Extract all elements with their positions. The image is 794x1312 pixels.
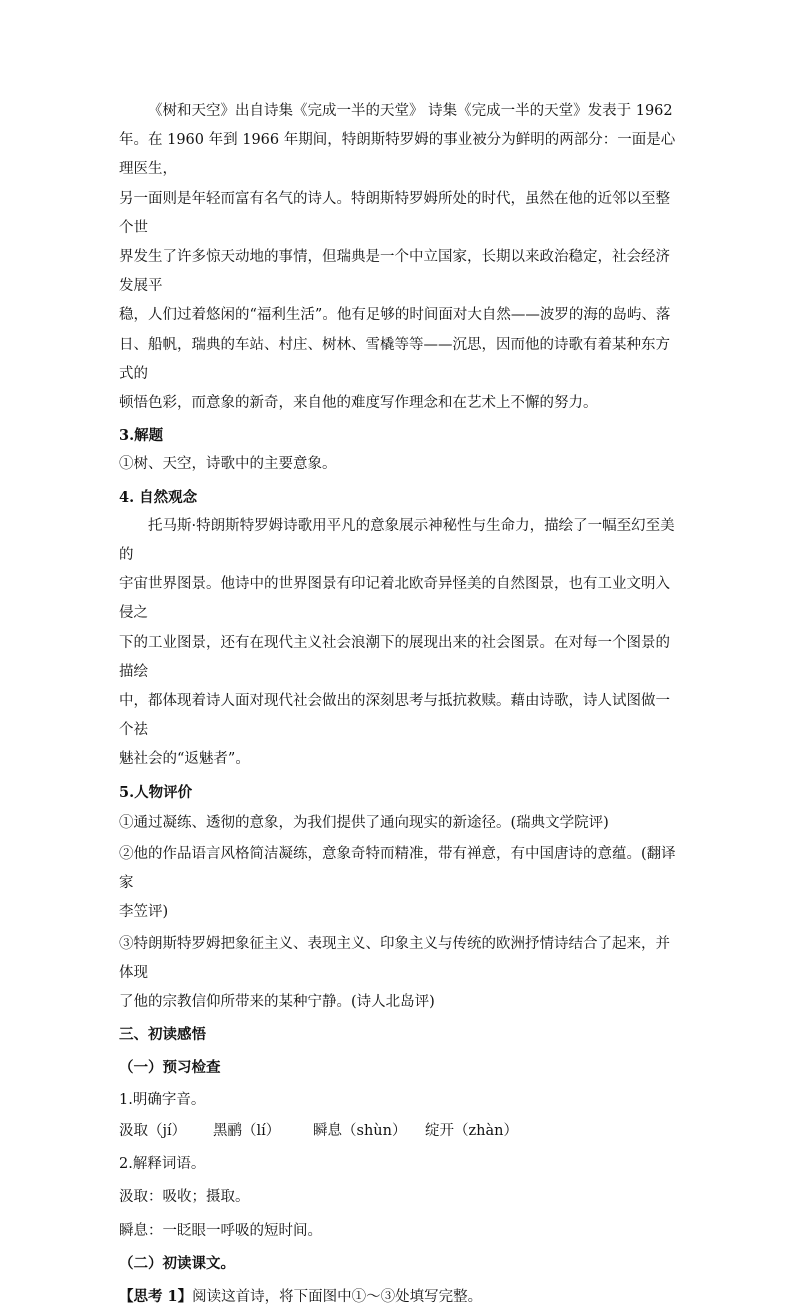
intro-line: 顿悟色彩，而意象的新奇，来自他的难度写作理念和在艺术上不懈的努力。 — [119, 395, 598, 412]
nature-line: 宇宙世界图景。他诗中的世界图景有印记着北欧奇异怪美的自然图景，也有工业文明入侵之 — [119, 576, 670, 622]
nature-line: 托马斯·特朗斯特罗姆诗歌用平凡的意象展示神秘性与生命力，描绘了一幅至幻至美的 — [119, 517, 675, 564]
intro-line: 界发生了许多惊天动地的事情，但瑞典是一个中立国家，长期以来政治稳定，社会经济发展平 — [119, 249, 670, 295]
think-question — [119, 1282, 679, 1312]
section-heading-nature-view: 4. 自然观念 — [119, 488, 198, 506]
part-heading-first-reading: 三、初读感悟 — [119, 1026, 206, 1044]
think-label: 【思考 1】 — [119, 1287, 193, 1305]
question-definitions: 2.解释词语。 — [119, 1156, 206, 1173]
evaluation-item: ③特朗斯特罗姆把象征主义、表现主义、印象主义与传统的欧洲抒情诗结合了起来，并体现 — [119, 935, 670, 981]
pinyin-item: 汲取（jí） — [119, 1122, 187, 1139]
evaluation-item: ①通过凝练、透彻的意象，为我们提供了通向现实的新途径。(瑞典文学院评) — [119, 814, 609, 831]
section-text: ①树、天空，诗歌中的主要意象。 — [119, 456, 337, 473]
intro-line: 日、船帆，瑞典的车站、村庄、树林、雪橇等等——沉思，因而他的诗歌有着某种东方式的 — [119, 336, 670, 382]
intro-line: 《树和天空》出自诗集《完成一半的天堂》 诗集《完成一半的天堂》发表于 1962 — [148, 103, 673, 119]
definition-line: 汲取：吸收；摄取。 — [119, 1189, 250, 1206]
subheading-first-reading: （二）初读课文。 — [119, 1254, 235, 1272]
intro-line: 年。在 1960 年到 1966 年期间，特朗斯特罗姆的事业被分为鲜明的两部分：一面是心理医生， — [119, 132, 676, 178]
evaluation-item-cont: 了他的宗教信仰所带来的某种宁静。(诗人北岛评) — [119, 994, 435, 1011]
section-heading-title-explanation: 3.解题 — [119, 427, 164, 445]
definition-line: 瞬息：一眨眼一呼吸的短时间。 — [119, 1222, 322, 1239]
section-heading-evaluation: 5.人物评价 — [119, 783, 193, 801]
evaluation-item: ②他的作品语言风格简洁凝练，意象奇特而精准，带有禅意，有中国唐诗的意蕴。(翻译家 — [119, 846, 676, 892]
nature-line: 魅社会的“返魅者”。 — [119, 751, 250, 768]
nature-line: 下的工业图景，还有在现代主义社会浪潮下的展现出来的社会图景。在对每一个图景的描绘 — [119, 634, 670, 680]
intro-line: 另一面则是年轻而富有名气的诗人。特朗斯特罗姆所处的时代，虽然在他的近邻以至整个世 — [119, 190, 670, 236]
document-body — [119, 97, 679, 1312]
question-pronunciation: 1.明确字音。 — [119, 1091, 206, 1108]
nature-line: 中，都体现着诗人面对现代社会做出的深刻思考与抵抗救赎。藉由诗歌，诗人试图做一个祛 — [119, 693, 670, 739]
think-text: 阅读这首诗，将下面图中①～③处填写完整。 — [192, 1288, 483, 1305]
intro-line: 稳，人们过着悠闲的“福利生活”。他有足够的时间面对大自然——波罗的海的岛屿、落 — [119, 307, 671, 324]
pinyin-item: 瞬息（shùn） — [313, 1122, 407, 1139]
subheading-preview-check: （一）预习检查 — [119, 1058, 221, 1076]
pinyin-item: 绽开（zhàn） — [425, 1122, 518, 1139]
pinyin-row — [119, 1117, 679, 1146]
evaluation-item-cont: 李笠评) — [119, 904, 169, 921]
pinyin-item: 黑鹂（lí） — [213, 1122, 281, 1139]
